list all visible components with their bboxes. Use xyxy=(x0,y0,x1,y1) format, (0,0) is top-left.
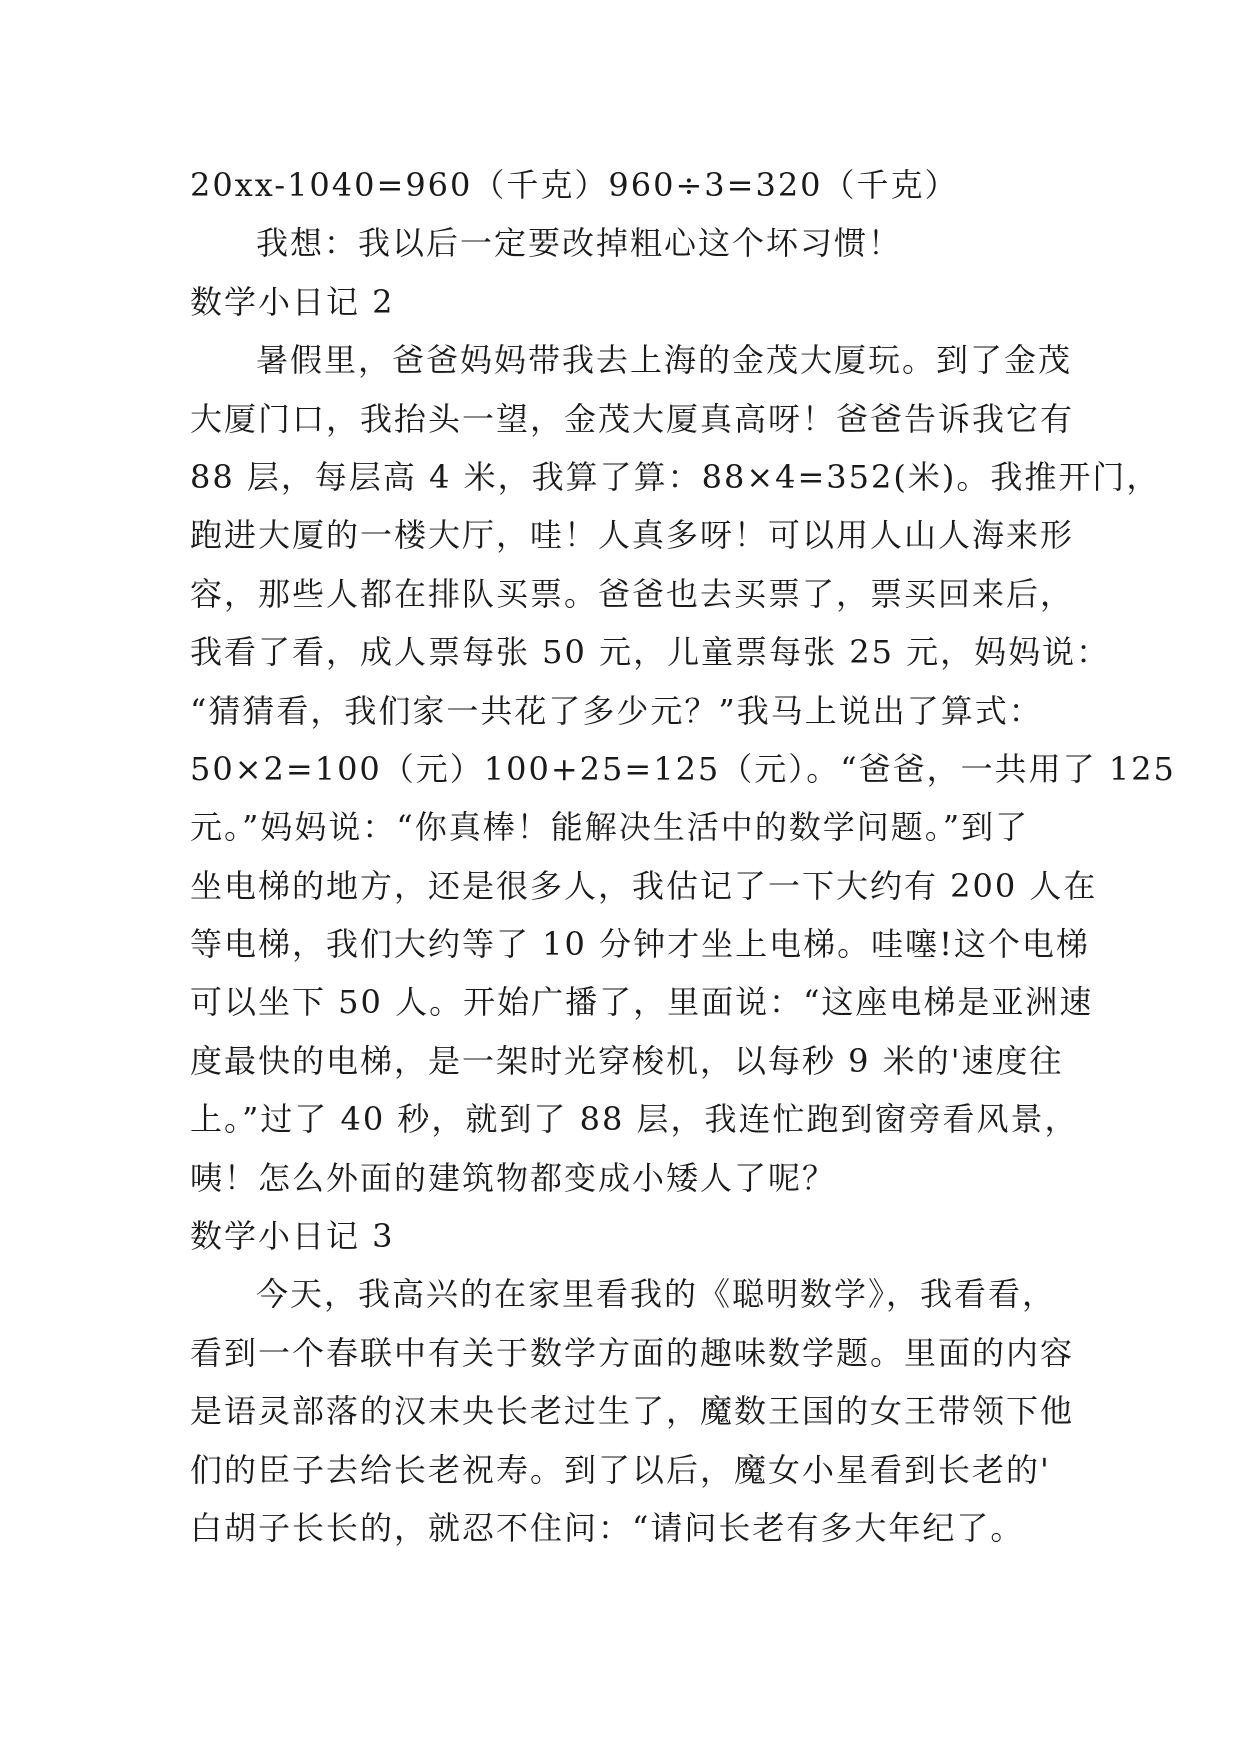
paragraph-line: 等电梯，我们大约等了 10 分钟才坐上电梯。哇噻!这个电梯 xyxy=(190,925,1090,964)
paragraph-line: 们的臣子去给长老祝寿。到了以后，魔女小星看到长老的' xyxy=(190,1450,1051,1489)
paragraph-line: 可以坐下 50 人。开始广播了，里面说：“这座电梯是亚洲速 xyxy=(190,983,1094,1022)
paragraph-line: 咦！怎么外面的建筑物都变成小矮人了呢？ xyxy=(190,1158,837,1197)
paragraph-line: 今天，我高兴的在家里看我的《聪明数学》，我看看， xyxy=(256,1275,1057,1314)
paragraph-line: 我看了看，成人票每张 50 元，儿童票每张 25 元，妈妈说： xyxy=(190,633,1111,672)
paragraph-line: 上。”过了 40 秒，就到了 88 层，我连忙跑到窗旁看风景， xyxy=(190,1100,1079,1139)
paragraph-line: 度最快的电梯，是一架时光穿梭机，以每秒 9 米的'速度往 xyxy=(190,1041,1064,1080)
paragraph-line: 容，那些人都在排队买票。爸爸也去买票了，票买回来后， xyxy=(190,574,1075,613)
paragraph-line: 暑假里，爸爸妈妈带我去上海的金茂大厦玩。到了金茂 xyxy=(256,341,1073,380)
paragraph-line: 元。”妈妈说：“你真棒！能解决生活中的数学问题。”到了 xyxy=(190,808,1030,847)
paragraph-line: 是语灵部落的汉末央长老过生了，魔数王国的女王带领下他 xyxy=(190,1392,1075,1431)
paragraph-line: 20xx-1040=960（千克）960÷3=320（千克） xyxy=(190,166,959,204)
paragraph-line: 坐电梯的地方，还是很多人，我估记了一下大约有 200 人在 xyxy=(190,866,1098,905)
paragraph-line: 88 层，每层高 4 米，我算了算：88×4=352(米)。我推开门， xyxy=(190,457,1161,496)
paragraph-line: 跑进大厦的一楼大厅，哇！人真多呀！可以用人山人海来形 xyxy=(190,516,1075,555)
section-heading: 数学小日记 2 xyxy=(190,282,395,321)
document-body xyxy=(190,156,1176,1557)
paragraph-line: 白胡子长长的，就忍不住问：“请问长老有多大年纪了。 xyxy=(190,1508,1025,1547)
paragraph-line: 看到一个春联中有关于数学方面的趣味数学题。里面的内容 xyxy=(190,1333,1075,1372)
paragraph-line: “猜猜看，我们家一共花了多少元？”我马上说出了算式： xyxy=(190,691,1043,730)
paragraph-line: 50×2=100（元）100+25=125（元）。“爸爸，一共用了 125 xyxy=(190,749,1176,788)
paragraph-line: 大厦门口，我抬头一望，金茂大厦真高呀！爸爸告诉我它有 xyxy=(190,399,1075,438)
paragraph-line: 我想：我以后一定要改掉粗心这个坏习惯！ xyxy=(256,224,903,263)
section-heading: 数学小日记 3 xyxy=(190,1217,395,1256)
